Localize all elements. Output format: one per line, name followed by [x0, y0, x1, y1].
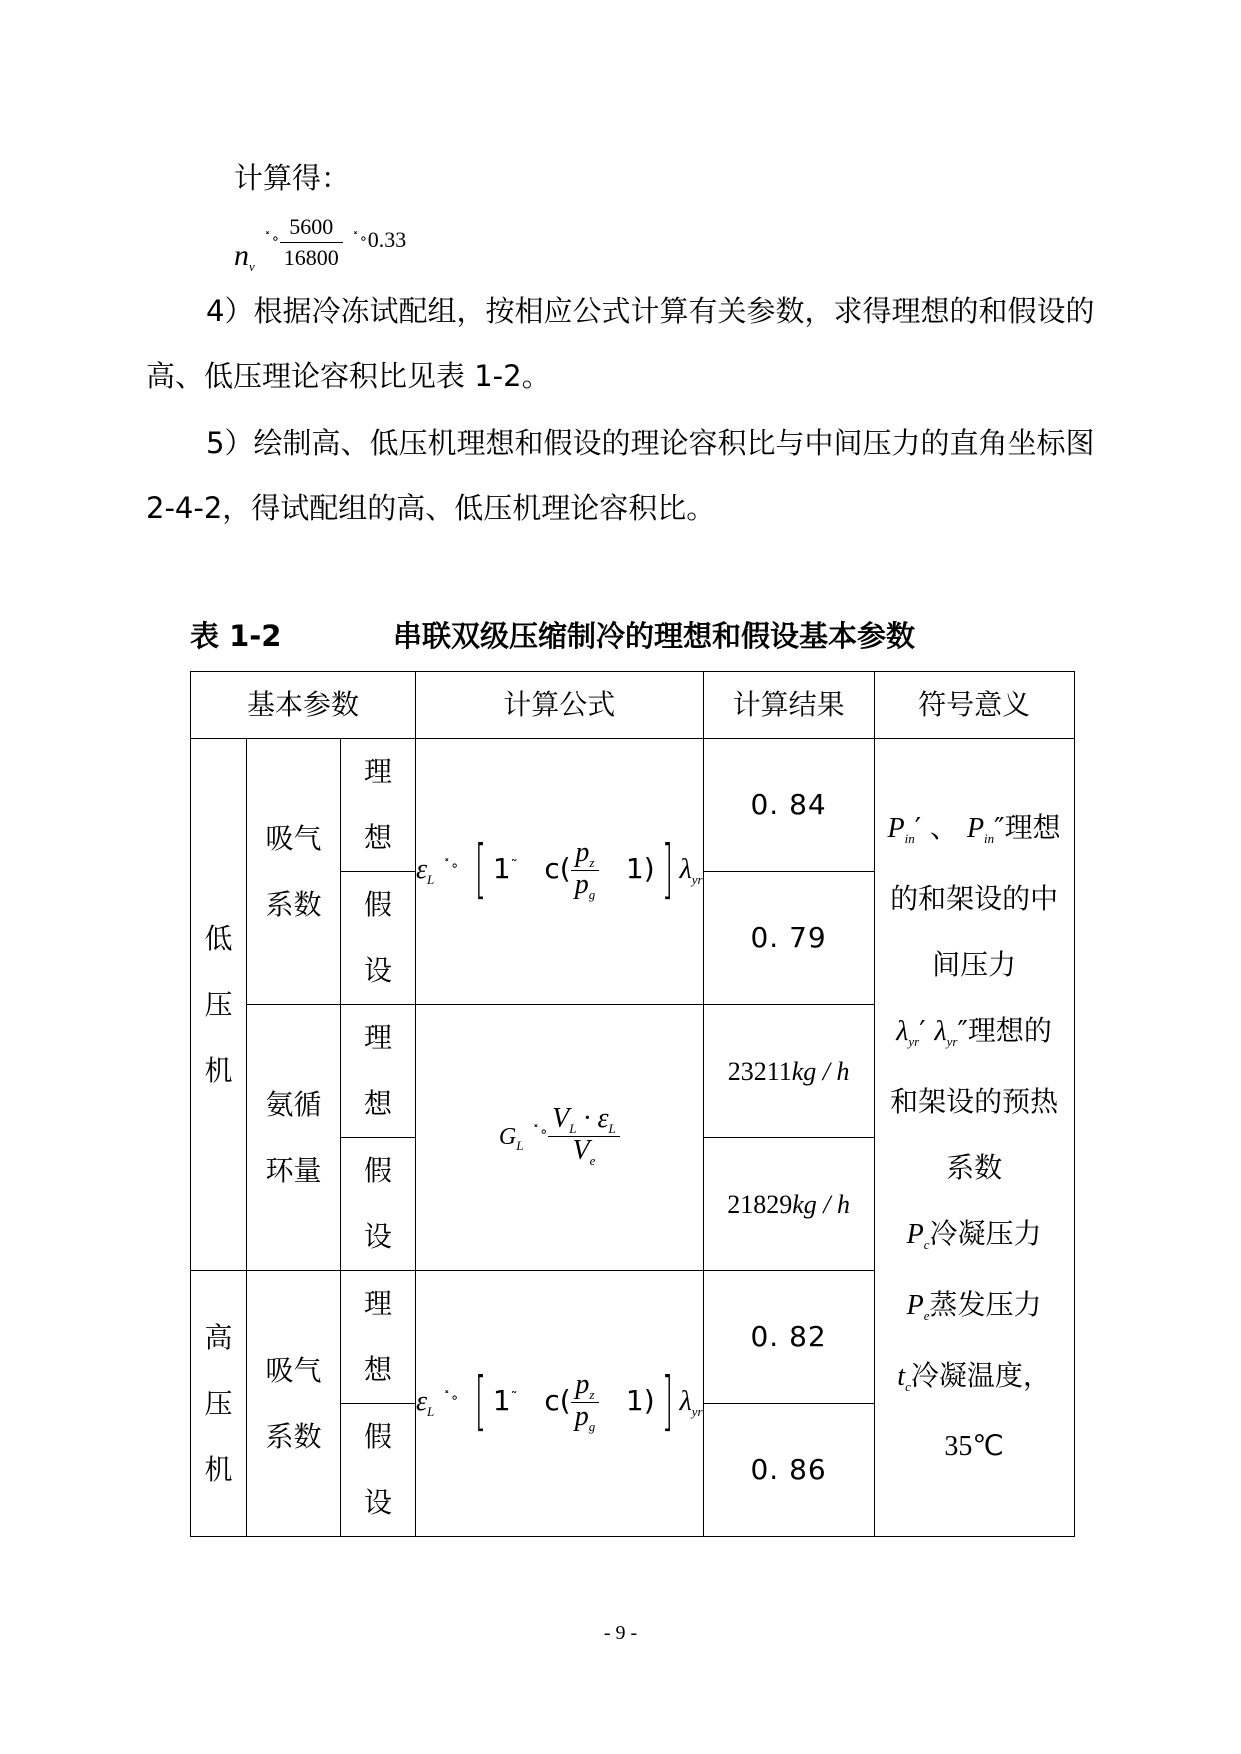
result-high-suction-ideal: 0. 82: [703, 1271, 874, 1404]
nv-formula: [234, 212, 406, 278]
formula-high-suction: $\varepsilon_L$ ˟∘ [ 1˜ c( $\frac{p_z}{p_g}$ 1) ] $\lambda_{yr}$: [416, 1271, 704, 1537]
para5-line1: 5）绘制高、低压机理想和假设的理论容积比与中间压力的直角坐标图: [206, 426, 1095, 460]
row-label-ideal: 理 想: [341, 1005, 416, 1138]
result-low-flow-assumed: 21829kg / h: [703, 1138, 874, 1271]
formula-ammonia-flow: $G_L$ ˟∘ $\frac{V_L \cdot \varepsilon_L}{V_e}$: [416, 1005, 704, 1271]
nv-fraction: [280, 212, 343, 273]
result-high-suction-assumed: 0. 86: [703, 1404, 874, 1537]
result-low-suction-ideal: 0. 84: [703, 739, 874, 872]
group-high-pressure: 高 压 机: [191, 1271, 247, 1537]
nv-symbol: n: [234, 238, 249, 272]
nv-sub: v: [249, 258, 255, 274]
param-ammonia-flow: 氨循 环量: [247, 1005, 341, 1271]
table-caption-label: 表 1-2: [190, 619, 282, 653]
header-result: 计算结果: [703, 672, 874, 739]
header-formula: 计算公式: [416, 672, 704, 739]
page-number: - 9 -: [603, 1622, 638, 1644]
param-low-suction: 吸气 系数: [247, 739, 341, 1005]
parameters-table: [190, 671, 1075, 1537]
row-label-assumed: 假 设: [341, 1404, 416, 1537]
para4-line2: 高、低压理论容积比见表 1-2。: [146, 359, 551, 393]
row-label-assumed: 假 设: [341, 872, 416, 1005]
header-symbol-meaning: 符号意义: [874, 672, 1074, 739]
nv-denominator: 16800: [283, 245, 339, 270]
param-high-suction: 吸气 系数: [247, 1271, 341, 1537]
result-low-flow-ideal: 23211kg / h: [703, 1005, 874, 1138]
nv-numerator: 5600: [280, 212, 343, 243]
result-low-suction-assumed: 0. 79: [703, 872, 874, 1005]
row-label-ideal: 理 想: [341, 739, 416, 872]
para5-line2: 2-4-2，得试配组的高、低压机理论容积比。: [146, 491, 716, 525]
para4-line1: 4）根据冷冻试配组，按相应公式计算有关参数，求得理想的和假设的: [206, 294, 1095, 328]
row-label-assumed: 假 设: [341, 1138, 416, 1271]
nv-sep1: ˟∘: [264, 230, 280, 247]
symbol-meaning-notes: $P_{in}'$ 、 $P_{in}''$理想 的和架设的中 间压力 $\lambda_{yr}'$ $\lambda_{yr}''$理想的 和架设的预热 系数 $P_c$冷凝压力 $P_e$蒸发压力 $t_c$冷凝温度， 35℃: [874, 739, 1074, 1537]
intro-text: 计算得：: [234, 161, 351, 195]
nv-sep2: ˟∘: [351, 230, 368, 247]
table-caption-title: 串联双级压缩制冷的理想和假设基本参数: [393, 619, 916, 653]
group-low-pressure: 低 压 机: [191, 739, 247, 1271]
nv-result: 0.33: [367, 226, 407, 252]
header-basic-params: 基本参数: [191, 672, 416, 739]
formula-low-suction: $\varepsilon_L$ ˟∘ [ 1˜ c( $\frac{p_z}{p_g}$ 1) ] $\lambda_{yr}$: [416, 739, 704, 1005]
row-label-ideal: 理 想: [341, 1271, 416, 1404]
